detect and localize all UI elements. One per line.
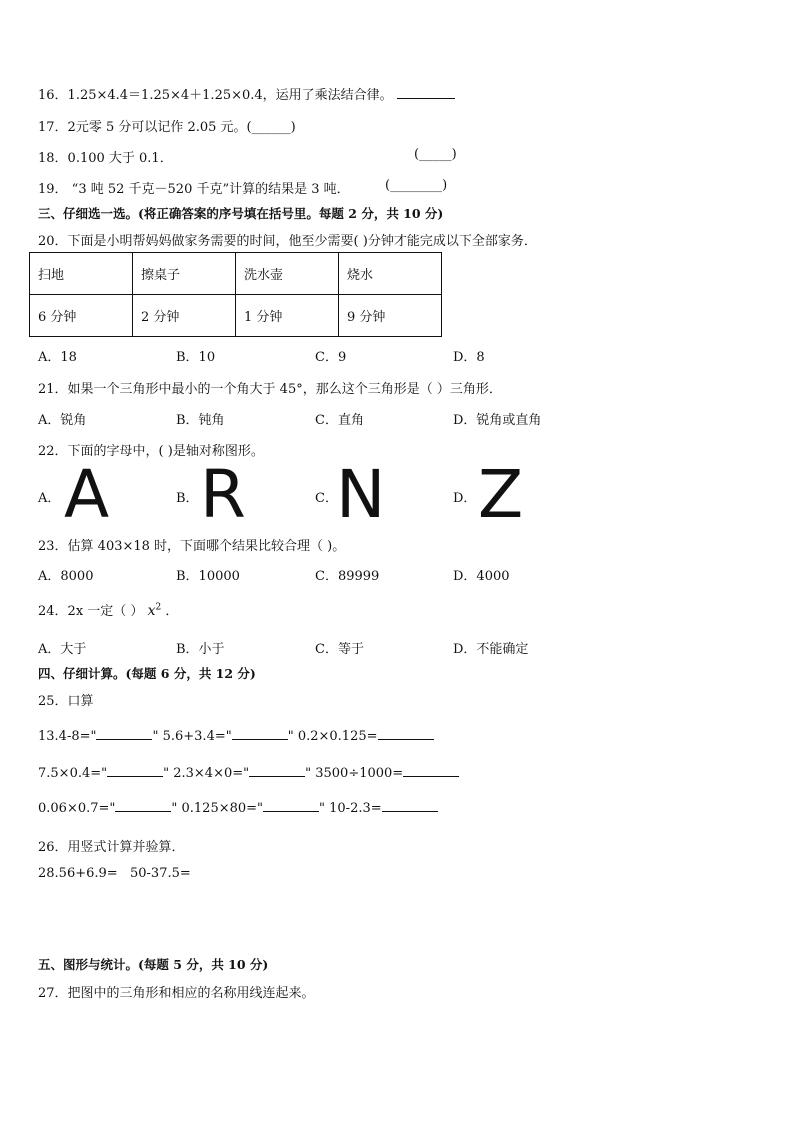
question-23: 23．估算 403×18 时，下面哪个结果比较合理（ )。: [38, 539, 346, 554]
table-cell: 9 分钟: [339, 295, 442, 337]
question-24-text: 24．2x 一定（ ）: [38, 604, 144, 619]
question-24: [38, 600, 178, 619]
q23-option-a[interactable]: A．8000: [38, 569, 94, 584]
answer-blank[interactable]: [378, 727, 434, 740]
q21-option-d[interactable]: D．锐角或直角: [453, 413, 542, 428]
q22-option-c-label[interactable]: C．: [315, 491, 338, 506]
q24-option-d[interactable]: D．不能确定: [453, 642, 529, 657]
q21-option-b[interactable]: B．钝角: [176, 413, 225, 428]
letter-a-glyph: A: [64, 456, 110, 533]
question-25-title: 25．口算: [38, 694, 94, 709]
q23-option-d[interactable]: D．4000: [453, 569, 510, 584]
q22-option-b-label[interactable]: B．: [176, 491, 199, 506]
q24-option-a[interactable]: A．大于: [38, 642, 87, 657]
question-20: 20．下面是小明帮妈妈做家务需要的时间，他至少需要( )分钟才能完成以下全部家务．: [38, 234, 537, 249]
question-16: [38, 84, 455, 103]
expr: " 10-2.3=: [319, 801, 382, 816]
question-17: 17．2元零 5 分可以记作 2.05 元。(______): [38, 120, 296, 135]
q20-option-d[interactable]: D．8: [453, 350, 485, 365]
expr: " 3500÷1000=: [305, 766, 404, 781]
q22-option-a-label[interactable]: A．: [38, 491, 61, 506]
q23-option-c[interactable]: C．89999: [315, 569, 380, 584]
letter-z-glyph: Z: [478, 456, 524, 533]
table-header-cell: 洗水壶: [236, 253, 339, 295]
question-24-end: ．: [165, 604, 179, 619]
answer-blank[interactable]: [263, 799, 319, 812]
q22-option-d-label[interactable]: D．: [453, 491, 477, 506]
q20-option-b[interactable]: B．10: [176, 350, 216, 365]
mental-math-row: [38, 764, 459, 781]
letter-r-glyph: R: [200, 456, 246, 533]
vertical-calc-item-1: 28.56+6.9=: [38, 866, 118, 881]
question-26-title: 26．用竖式计算并验算．: [38, 840, 185, 855]
answer-blank[interactable]: [382, 799, 438, 812]
section-4-title: 四、仔细计算。(每题 6 分，共 12 分): [38, 666, 256, 681]
table-cell: 2 分钟: [133, 295, 236, 337]
answer-blank[interactable]: [249, 764, 305, 777]
expr: 0.06×0.7=": [38, 801, 116, 816]
q20-option-a[interactable]: A．18: [38, 350, 77, 365]
answer-blank[interactable]: [232, 727, 288, 740]
expr: 7.5×0.4=": [38, 766, 108, 781]
q24-option-b[interactable]: B．小于: [176, 642, 225, 657]
exponent: 2: [155, 602, 162, 613]
answer-blank[interactable]: [397, 86, 455, 99]
variable-x: x: [147, 603, 156, 619]
question-27: 27．把图中的三角形和相应的名称用线连起来。: [38, 986, 315, 1001]
section-3-title: 三、仔细选一选。(将正确答案的序号填在括号里。每题 2 分，共 10 分): [38, 206, 444, 221]
answer-blank[interactable]: [107, 764, 163, 777]
expr: " 2.3×4×0=": [163, 766, 250, 781]
question-19-answer-paren[interactable]: (________): [385, 178, 448, 193]
question-19: 19． “3 吨 52 千克－520 千克”计算的结果是 3 吨．: [38, 182, 350, 197]
expr: " 5.6+3.4=": [152, 729, 232, 744]
table-cell: 1 分钟: [236, 295, 339, 337]
answer-blank[interactable]: [115, 799, 171, 812]
section-5-title: 五、图形与统计。(每题 5 分，共 10 分): [38, 957, 269, 972]
mental-math-row: [38, 799, 438, 816]
table-row: [30, 253, 442, 295]
table-header-cell: 擦桌子: [133, 253, 236, 295]
table-cell: 6 分钟: [30, 295, 133, 337]
answer-blank[interactable]: [96, 727, 152, 740]
expr: " 0.2×0.125=: [287, 729, 378, 744]
question-18: 18．0.100 大于 0.1．: [38, 151, 173, 166]
answer-blank[interactable]: [403, 764, 459, 777]
q21-option-c[interactable]: C．直角: [315, 413, 364, 428]
vertical-calc-item-2: 50-37.5=: [130, 866, 191, 881]
question-16-text: 16．1.25×4.4＝1.25×4＋1.25×0.4，运用了乘法结合律。: [38, 88, 393, 103]
chores-time-table: [29, 252, 442, 337]
expr: " 0.125×80=": [171, 801, 264, 816]
q23-option-b[interactable]: B．10000: [176, 569, 240, 584]
q24-option-c[interactable]: C．等于: [315, 642, 364, 657]
q20-option-c[interactable]: C．9: [315, 350, 347, 365]
q21-option-a[interactable]: A．锐角: [38, 413, 87, 428]
table-header-cell: 扫地: [30, 253, 133, 295]
letter-n-glyph: N: [336, 456, 386, 533]
question-18-answer-paren[interactable]: (_____): [414, 147, 457, 162]
table-header-cell: 烧水: [339, 253, 442, 295]
table-row: [30, 295, 442, 337]
mental-math-row: [38, 727, 434, 744]
question-22: 22．下面的字母中，( )是轴对称图形。: [38, 444, 264, 459]
expr: 13.4-8=": [38, 729, 97, 744]
question-21: 21．如果一个三角形中最小的一个角大于 45°，那么这个三角形是（ ）三角形．: [38, 382, 502, 397]
